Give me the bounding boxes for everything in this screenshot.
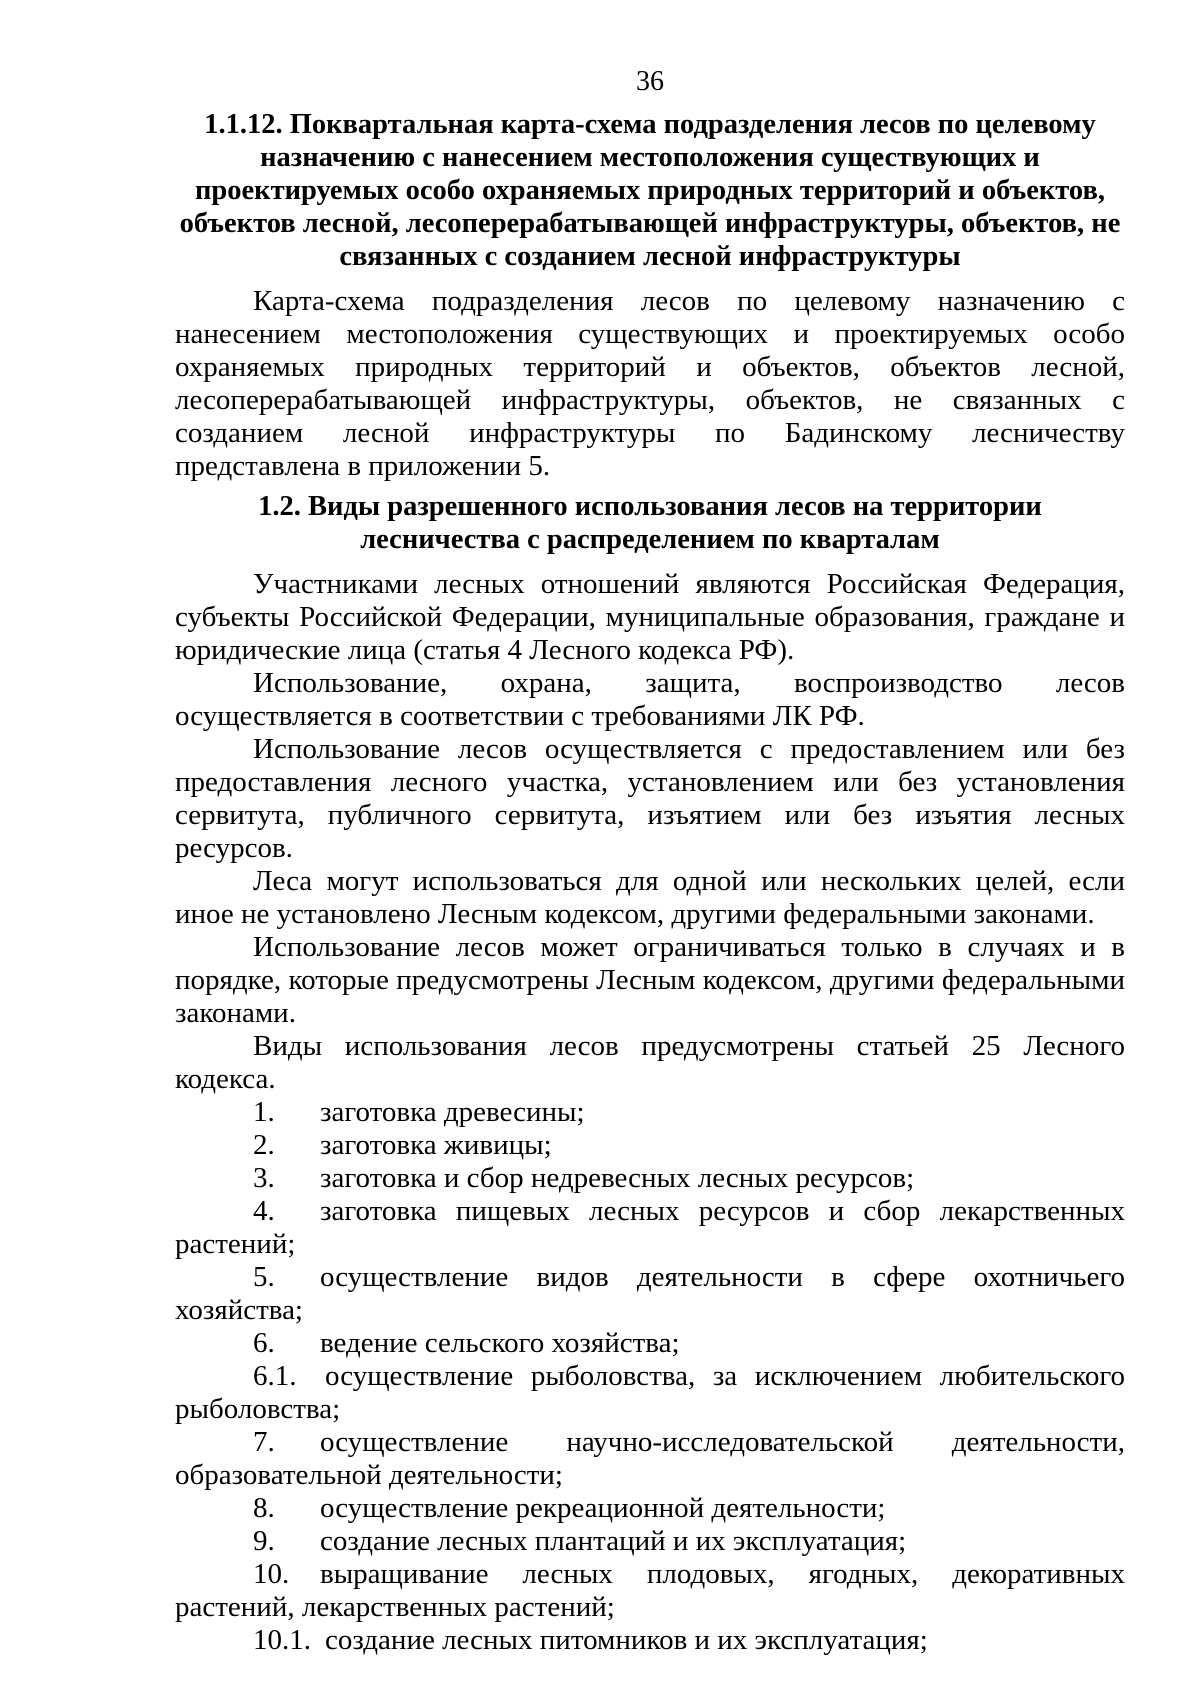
list-item-text: осуществление рыболовства, за исключением любительского рыболовства; bbox=[175, 1360, 1125, 1425]
paragraph: Участниками лесных отношений являются Российская Федерация, субъекты Российской Федерации, муниципальные образования, граждане и юридические лица (статья 4 Лесного кодекса РФ). bbox=[175, 568, 1125, 666]
list-item-text: осуществление научно-исследовательской деятельности, образовательной деятельности; bbox=[175, 1426, 1125, 1491]
paragraph: Использование лесов может ограничиваться только в случаях и в порядке, которые предусмотрены Лесным кодексом, другими федеральными законами. bbox=[175, 931, 1125, 1029]
list-item bbox=[175, 1558, 1125, 1624]
paragraph: Использование, охрана, защита, воспроизводство лесов осуществляется в соответствии с требованиями ЛК РФ. bbox=[175, 667, 1125, 732]
list-item bbox=[175, 1624, 1125, 1657]
paragraph: Использование лесов осуществляется с предоставлением или без предоставления лесного участка, установлением или без установления сервитута, публичного сервитута, изъятием или без изъятия лесных ресурсов. bbox=[175, 733, 1125, 864]
list-item-number: 9. bbox=[253, 1525, 275, 1557]
list-item bbox=[175, 1261, 1125, 1327]
list-item-text: создание лесных питомников и их эксплуатация; bbox=[325, 1624, 928, 1656]
list-item-number: 3. bbox=[253, 1162, 275, 1194]
list-item bbox=[175, 1129, 1125, 1162]
list-item-number: 6. bbox=[253, 1327, 275, 1359]
list-item-number: 10. bbox=[253, 1558, 290, 1590]
list-item-text: заготовка и сбор недревесных лесных ресурсов; bbox=[320, 1162, 915, 1194]
list-item-number: 4. bbox=[253, 1195, 275, 1227]
list-item-text: заготовка живицы; bbox=[320, 1129, 552, 1161]
paragraph: Виды использования лесов предусмотрены статьей 25 Лесного кодекса. bbox=[175, 1030, 1125, 1095]
list-item-text: осуществление видов деятельности в сфере охотничьего хозяйства; bbox=[175, 1261, 1125, 1326]
list-item-text: выращивание лесных плодовых, ягодных, декоративных растений, лекарственных растений; bbox=[175, 1558, 1125, 1623]
forest-use-types-list bbox=[175, 1096, 1125, 1657]
list-item-text: осуществление рекреационной деятельности; bbox=[320, 1492, 886, 1524]
section-1-1-12-paragraph: Карта-схема подразделения лесов по целевому назначению с нанесением местоположения существующих и проектируемых особо охраняемых природных территорий и объектов, объектов лесной, лесоперерабатывающей инфраструктуры, объектов, не связанных с созданием лесной инфраструктуры по Бадинскому лесничеству представлена в приложении 5. bbox=[175, 285, 1125, 482]
list-item bbox=[175, 1195, 1125, 1261]
list-item bbox=[175, 1162, 1125, 1195]
list-item-text: заготовка пищевых лесных ресурсов и сбор лекарственных растений; bbox=[175, 1195, 1125, 1260]
list-item bbox=[175, 1360, 1125, 1426]
list-item-number: 5. bbox=[253, 1261, 275, 1293]
list-item bbox=[175, 1426, 1125, 1492]
paragraph: Леса могут использоваться для одной или нескольких целей, если иное не установлено Лесным кодексом, другими федеральными законами. bbox=[175, 865, 1125, 930]
section-1-2-body bbox=[175, 568, 1125, 1657]
list-item-number: 10.1. bbox=[253, 1624, 311, 1656]
list-item bbox=[175, 1492, 1125, 1525]
list-item-number: 7. bbox=[253, 1426, 275, 1458]
list-item bbox=[175, 1096, 1125, 1129]
document-page bbox=[175, 64, 1125, 1657]
page-number: 36 bbox=[636, 66, 664, 97]
list-item-text: ведение сельского хозяйства; bbox=[320, 1327, 680, 1359]
section-heading-1-2: 1.2. Виды разрешенного использования лесов на территории лесничества с распределением по кварталам bbox=[258, 491, 1042, 555]
list-item-number: 6.1. bbox=[253, 1360, 297, 1392]
list-item-number: 1. bbox=[253, 1096, 275, 1128]
list-item-number: 8. bbox=[253, 1492, 275, 1524]
list-item-text: заготовка древесины; bbox=[320, 1096, 585, 1128]
section-heading-1-1-12: 1.1.12. Поквартальная карта-схема подразделения лесов по целевому назначению с нанесением местоположения существующих и проектируемых особо охраняемых природных территорий и объектов, объектов лесной, лесоперерабатывающей инфраструктуры, объектов, не связанных с созданием лесной инфраструктуры bbox=[179, 109, 1121, 272]
list-item-text: создание лесных плантаций и их эксплуатация; bbox=[320, 1525, 907, 1557]
list-item-number: 2. bbox=[253, 1129, 275, 1161]
list-item bbox=[175, 1525, 1125, 1558]
list-item bbox=[175, 1327, 1125, 1360]
